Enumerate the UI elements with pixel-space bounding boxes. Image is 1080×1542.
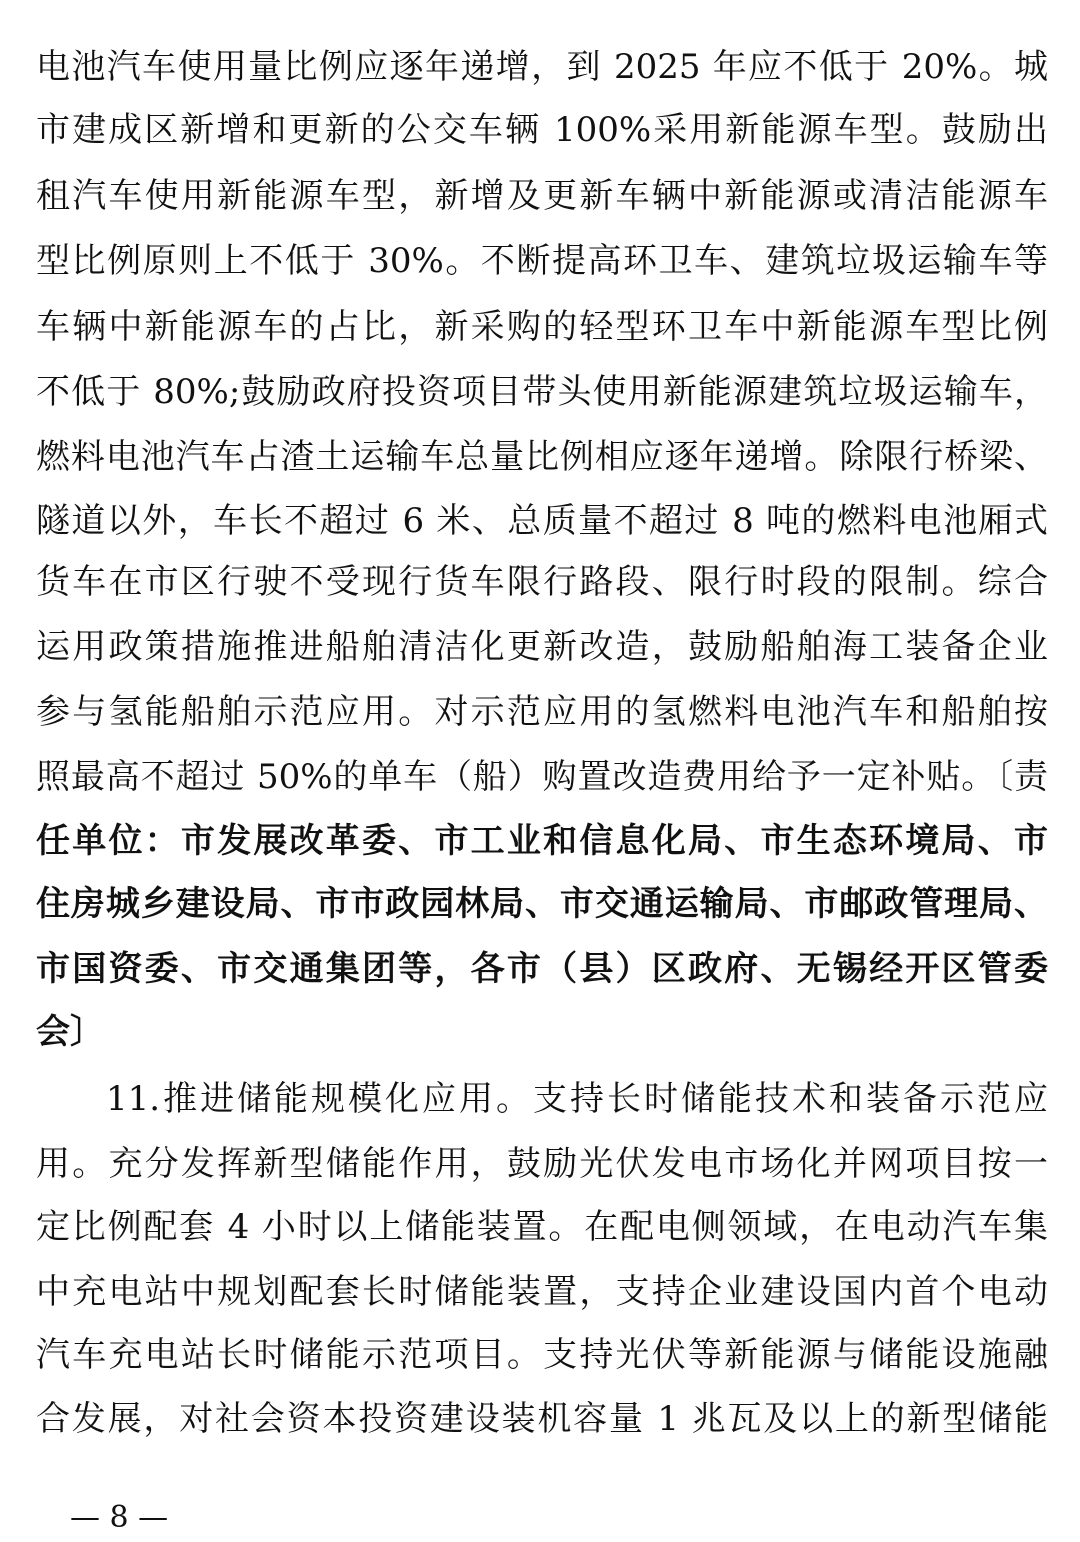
text-line: 电池汽车使用量比例应逐年递增，到 2025 年应不低于 20%。城 bbox=[36, 47, 1048, 87]
section-heading-line: 11.推进储能规模化应用。支持长时储能技术和装备示范应 bbox=[106, 1079, 1048, 1119]
responsibility-line: 会〕 bbox=[36, 1012, 104, 1052]
page-number: — 8 — bbox=[70, 1500, 169, 1535]
text-line: 照最高不超过 50%的单车（船）购置改造费用给予一定补贴。〔责 bbox=[36, 757, 1048, 797]
responsibility-line: 任单位：市发展改革委、市工业和信息化局、市生态环境局、市 bbox=[36, 821, 1048, 861]
text-line: 中充电站中规划配套长时储能装置，支持企业建设国内首个电动 bbox=[36, 1272, 1048, 1312]
text-line: 燃料电池汽车占渣土运输车总量比例相应逐年递增。除限行桥梁、 bbox=[36, 437, 1048, 477]
text-line: 不低于 80%;鼓励政府投资项目带头使用新能源建筑垃圾运输车， bbox=[36, 372, 1048, 412]
text-line: 用。充分发挥新型储能作用，鼓励光伏发电市场化并网项目按一 bbox=[36, 1144, 1048, 1184]
responsibility-line: 住房城乡建设局、市市政园林局、市交通运输局、市邮政管理局、 bbox=[36, 884, 1048, 924]
text-line: 汽车充电站长时储能示范项目。支持光伏等新能源与储能设施融 bbox=[36, 1335, 1048, 1375]
text-line: 运用政策措施推进船舶清洁化更新改造，鼓励船舶海工装备企业 bbox=[36, 627, 1048, 667]
text-line: 参与氢能船舶示范应用。对示范应用的氢燃料电池汽车和船舶按 bbox=[36, 692, 1048, 732]
text-line: 车辆中新能源车的占比，新采购的轻型环卫车中新能源车型比例 bbox=[36, 307, 1048, 347]
text-line: 合发展，对社会资本投资建设装机容量 1 兆瓦及以上的新型储能 bbox=[36, 1399, 1048, 1439]
text-line: 市建成区新增和更新的公交车辆 100%采用新能源车型。鼓励出 bbox=[36, 110, 1048, 150]
text-line: 租汽车使用新能源车型，新增及更新车辆中新能源或清洁能源车 bbox=[36, 176, 1048, 216]
text-line: 型比例原则上不低于 30%。不断提高环卫车、建筑垃圾运输车等 bbox=[36, 241, 1048, 281]
responsibility-line: 市国资委、市交通集团等，各市（县）区政府、无锡经开区管委 bbox=[36, 949, 1048, 989]
text-line: 定比例配套 4 小时以上储能装置。在配电侧领域，在电动汽车集 bbox=[36, 1207, 1048, 1247]
text-line: 隧道以外，车长不超过 6 米、总质量不超过 8 吨的燃料电池厢式 bbox=[36, 501, 1048, 541]
text-line: 货车在市区行驶不受现行货车限行路段、限行时段的限制。综合 bbox=[36, 562, 1048, 602]
